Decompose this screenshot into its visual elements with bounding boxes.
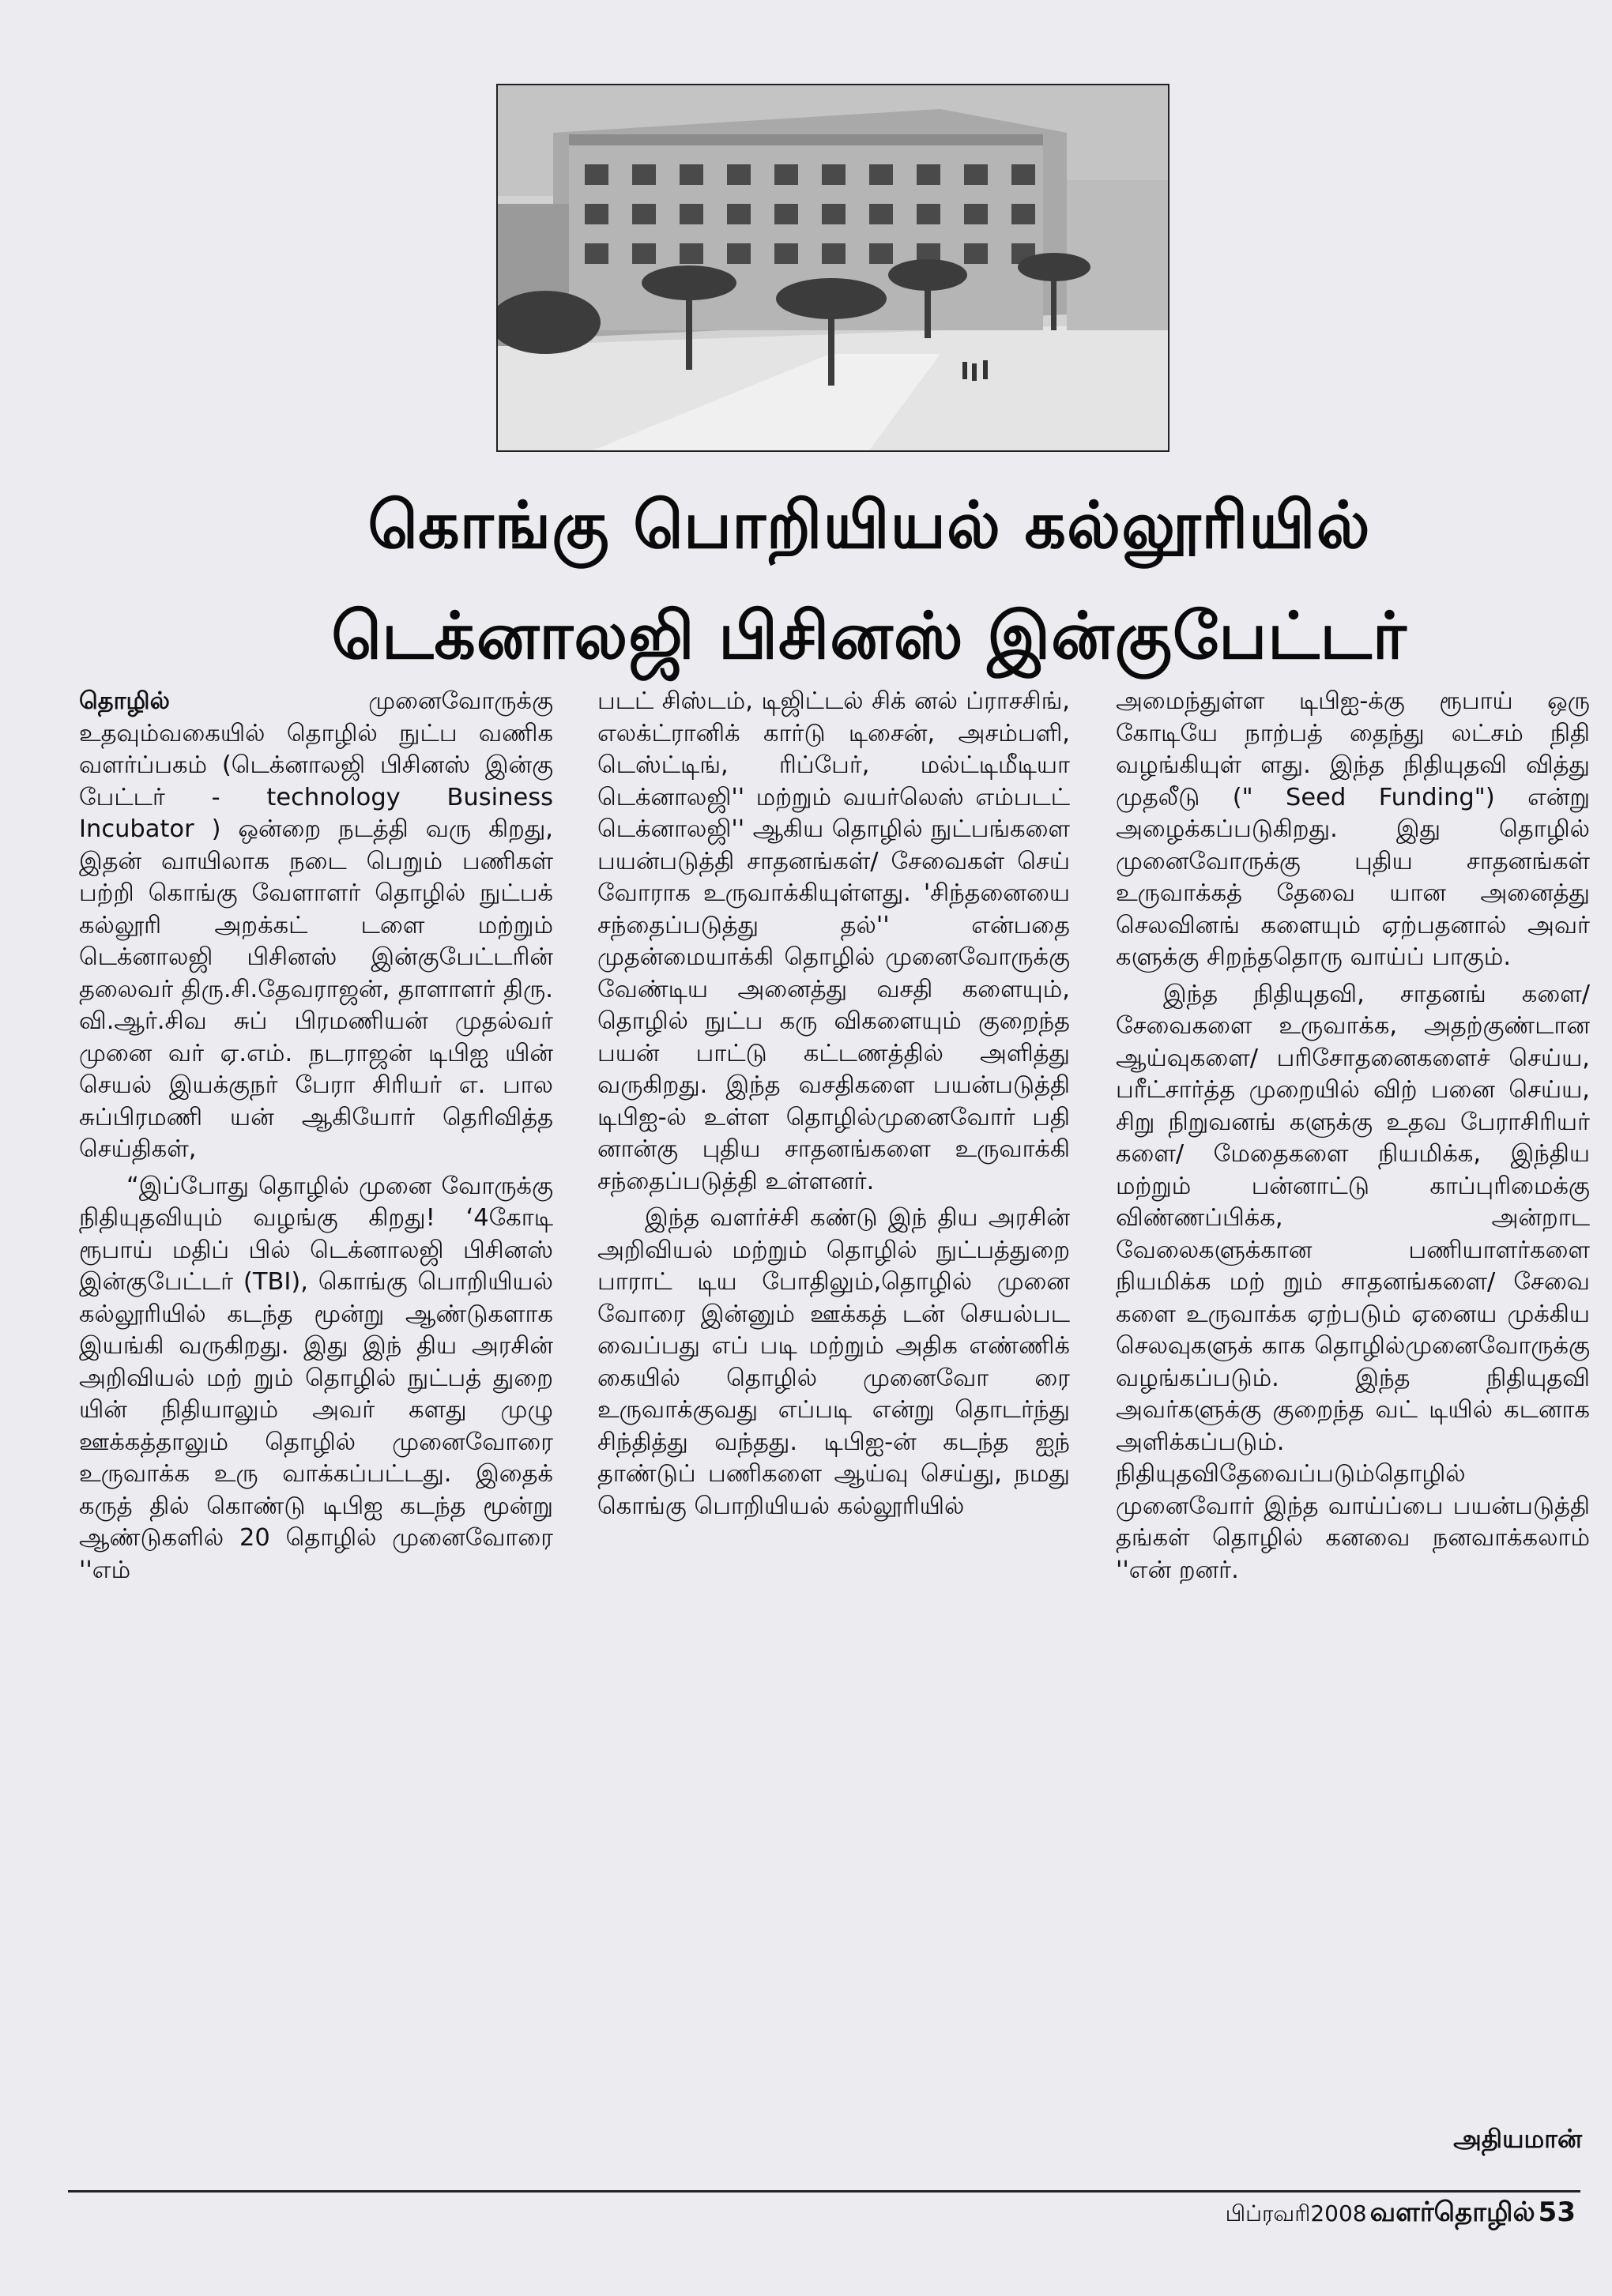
page-footer	[1226, 2196, 1576, 2231]
column-2-paragraph-1: படட் சிஸ்டம், டிஜிட்டல் சிக் னல் ப்ராசசிங், எலக்ட்ரானிக் கார்டு டிசைன், அசம்பளி, டெஸ்ட்டிங், ரிப்பேர், மல்ட்டிமீடியா டெக்னாலஜி'' மற்றும் வயர்லெஸ் எம்படட் டெக்னாலஜி'' ஆகிய தொழில் நுட்பங்களை பயன்படுத்தி சாதனங்கள்/ சேவைகள் செய் வோராக உருவாக்கியுள்ளது. 'சிந்தனையை சந்தைப்படுத்து தல்'' என்பதை முதன்மையாக்கி தொழில் முனைவோருக்கு வேண்டிய அனைத்து வசதி களையும், தொழில் நுட்ப கரு விகளையும் குறைந்த பயன் பாட்டு கட்டணத்தில் அளித்து வருகிறது. இந்த வசதிகளை பயன்படுத்தி டிபிஐ-ல் உள்ள தொழில்முனைவோர் பதி னான்கு புதிய சாதனங்களை உருவாக்கி சந்தைப்படுத்தி உள்ளனர்.	[597, 687, 1070, 1195]
issue-date: பிப்ரவரி2008	[1225, 2200, 1367, 2226]
column-2-paragraph-2: இந்த வளர்ச்சி கண்டு இந் திய அரசின் அறிவியல் மற்றும் தொழில் நுட்பத்துறை பாராட் டிய போதிலும்,தொழில் முனை வோரை இன்னும் ஊக்கத் டன் செயல்பட வைப்பது எப் படி மற்றும் அதிக எண்ணிக் கையில் தொழில் முனைவோ ரை உருவாக்குவது எப்படி என்று தொடர்ந்து சிந்தித்து வந்தது. டிபிஐ-ன் கடந்த ஐந் தாண்டுப் பணிகளை ஆய்வு செய்து, நமது கொங்கு பொறியியல் கல்லூரியில்	[597, 1204, 1070, 1520]
article-column-1	[79, 686, 553, 1586]
column-1-paragraph-2: “இப்போது தொழில் முனை வோருக்கு நிதியுதவியும் வழங்கு கிறது! ‘4கோடி ரூபாய் மதிப் பில் டெக்னாலஜி பிசினஸ் இன்குபேட்டர் (TBI), கொங்கு பொறியியல் கல்லூரியில் கடந்த மூன்று ஆண்டுகளாக இயங்கி வருகிறது. இது இந் திய அரசின் அறிவியல் மற் றும் தொழில் நுட்பத் துறை யின் நிதியாலும் அவர் களது முழு ஊக்கத்தாலும் தொழில் முனைவோரை உருவாக்க உரு வாக்கப்பட்டது. இதைக் கருத் தில் கொண்டு டிபிஐ கடந்த மூன்று ஆண்டுகளில் 20 தொழில் முனைவோரை ''எம்	[79, 1172, 553, 1584]
building-illustration	[498, 85, 1168, 450]
footer-divider	[68, 2190, 1580, 2192]
article-column-3	[1116, 686, 1590, 1586]
author-byline: அதியமான்	[1453, 2124, 1582, 2154]
headline-line-2: டெக்னாலஜி பிசினஸ் இன்குபேட்டர்	[331, 599, 1407, 674]
magazine-name: வளர்தொழில்	[1369, 2196, 1535, 2228]
college-building-photo	[496, 84, 1169, 452]
lead-word: தொழில்	[79, 687, 170, 715]
page-number: 53	[1538, 2196, 1576, 2228]
column-3-paragraph-2: இந்த நிதியுதவி, சாதனங் களை/ சேவைகளை உருவாக்க, அதற்குண்டான ஆய்வுகளை/ பரிசோதனைகளைச் செய்ய, பரீட்சார்த்த முறையில் விற் பனை செய்ய, சிறு நிறுவனங் களுக்கு உதவ பேராசிரியர் களை/ மேதைகளை நியமிக்க, இந்திய மற்றும் பன்னாட்டு காப்புரிமைக்கு விண்ணப்பிக்க, அன்றாட வேலைகளுக்கான பணியாளர்களை நியமிக்க மற் றும் சாதனங்களை/ சேவை களை உருவாக்க ஏற்படும் ஏனைய முக்கிய செலவுகளுக் காக தொழில்முனைவோருக்கு வழங்கப்படும். இந்த நிதியுதவி அவர்களுக்கு குறைந்த வட் டியில் கடனாக அளிக்கப்படும். நிதியுதவிதேவைப்படும்தொழில் முனைவோர் இந்த வாய்ப்பை பயன்படுத்தி தங்கள் தொழில் கனவை நனவாக்கலாம் ''என் றனர்.	[1116, 980, 1590, 1584]
column-1-paragraph-1-text: முனைவோருக்கு உதவும்வகையில் தொழில் நுட்ப வணிக வளர்ப்பகம் (டெக்னாலஜி பிசினஸ் இன்கு பேட்டர் - technology Business Incubator ) ஒன்றை நடத்தி வரு கிறது, இதன் வாயிலாக நடை பெறும் பணிகள் பற்றி கொங்கு வேளாளர் தொழில் நுட்பக் கல்லூரி அறக்கட் டளை மற்றும் டெக்னாலஜி பிசினஸ் இன்குபேட்டரின் தலைவர் திரு.சி.தேவராஜன், தாளாளர் திரு. வி.ஆர்.சிவ சுப் பிரமணியன் முதல்வர் முனை வர் ஏ.எம். நடராஜன் டிபிஐ யின் செயல் இயக்குநர் பேரா சிரியர் எ. பால சுப்பிரமணி யன் ஆகியோர் தெரிவித்த செய்திகள்,	[79, 687, 553, 1163]
headline-line-1: கொங்கு பொறியியல் கல்லூரியில்	[367, 488, 1371, 563]
column-3-paragraph-1: அமைந்துள்ள டிபிஐ-க்கு ரூபாய் ஒரு கோடியே நாற்பத் தைந்து லட்சம் நிதி வழங்கியுள் ளது. இந்த நிதியுதவி வித்து முதலீடு (" Seed Funding") என்று அழைக்கப்படுகிறது. இது தொழில் முனைவோருக்கு புதிய சாதனங்கள் உருவாக்கத் தேவை யான அனைத்து செலவினங் களையும் ஏற்பதனால் அவர் களுக்கு சிறந்ததொரு வாய்ப் பாகும்.	[1116, 687, 1590, 971]
column-1-paragraph-1	[79, 686, 553, 1166]
article-column-2	[597, 686, 1070, 1523]
